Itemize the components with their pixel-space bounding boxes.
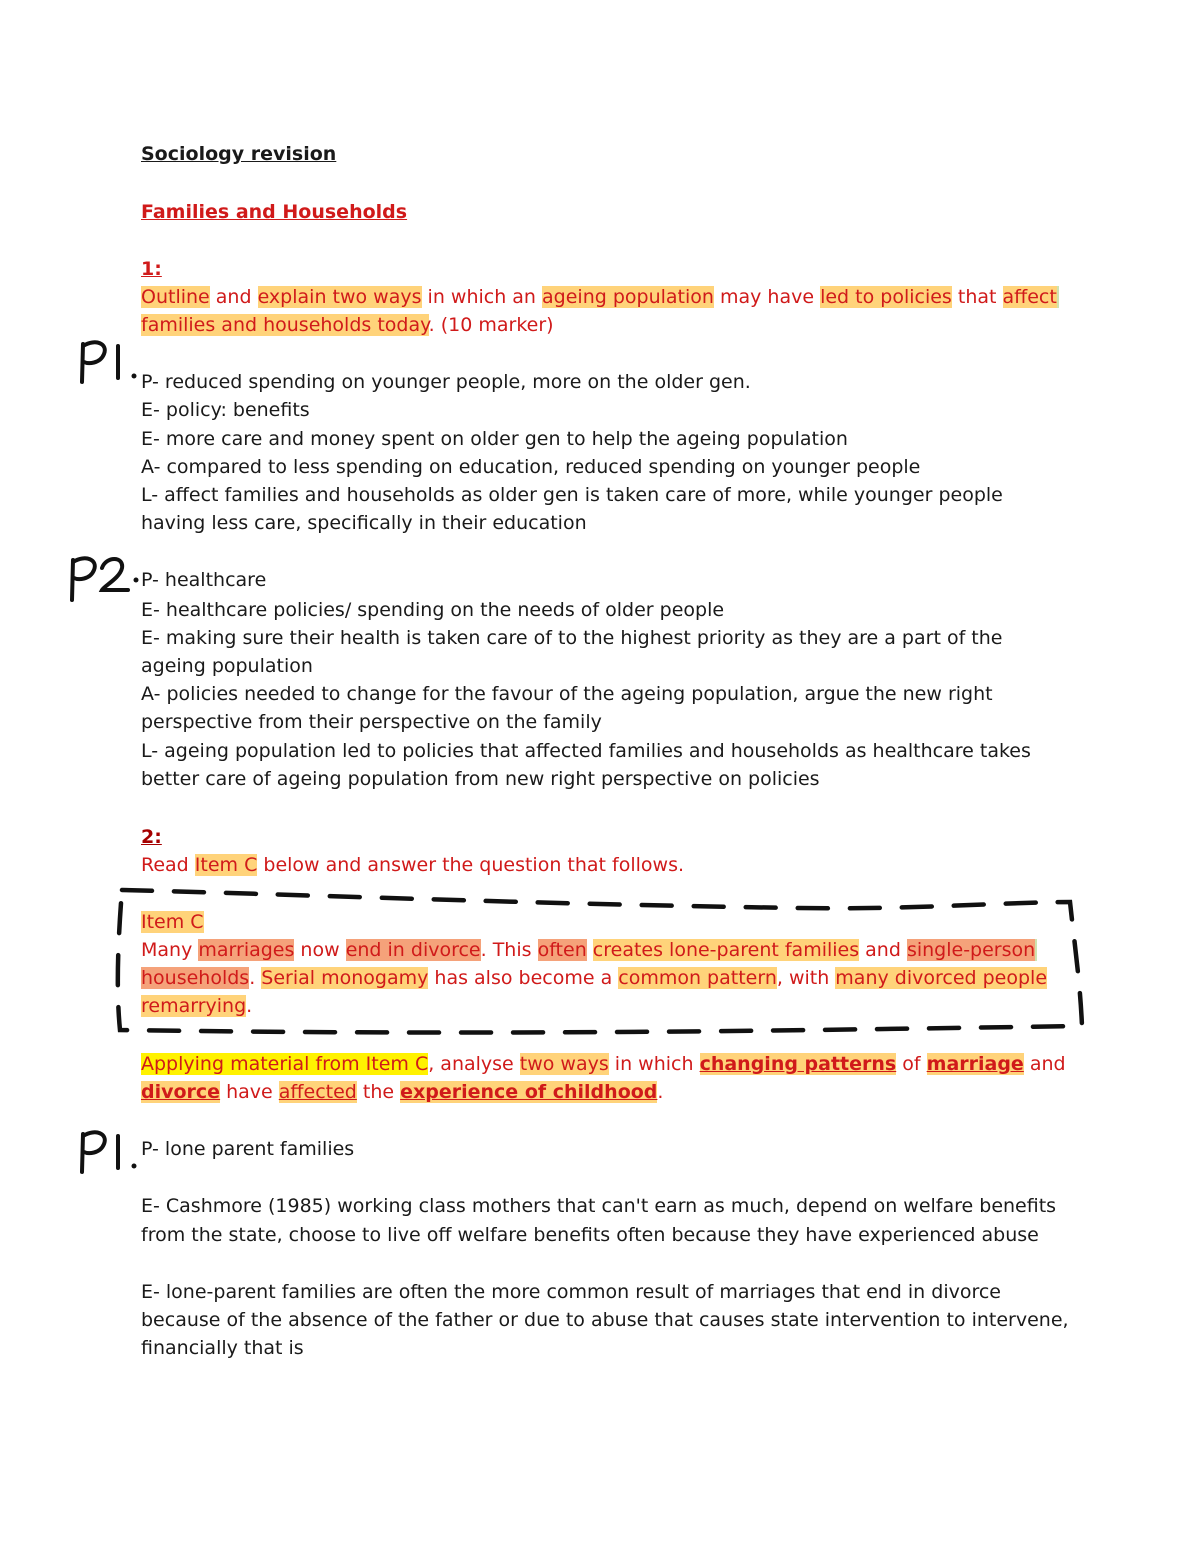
item-c-line-3: remarrying. xyxy=(141,995,253,1017)
p1-link-1: L- affect families and households as older gen is taken care of more, while younger people xyxy=(141,484,1003,506)
p2-evidence-2b: ageing population xyxy=(141,655,313,677)
p1-point: P- reduced spending on younger people, more on the older gen. xyxy=(141,371,751,393)
p1-analysis: A- compared to less spending on education, reduced spending on younger people xyxy=(141,456,921,478)
item-c-line-1: Many marriages now end in divorce. This often creates lone-parent families and single-person xyxy=(141,939,1036,961)
question-1-number: 1: xyxy=(141,258,162,280)
q2-p1-point: P- lone parent families xyxy=(141,1138,355,1160)
handwritten-p1-mark xyxy=(74,336,144,390)
question-2-instruction: Read Item C below and answer the question that follows. xyxy=(141,854,685,876)
q2-p1-evidence-1a: E- Cashmore (1985) working class mothers that can't earn as much, depend on welfare benefits xyxy=(141,1195,1057,1217)
handwritten-p1-mark-2 xyxy=(74,1126,144,1180)
item-c-label: Item C xyxy=(141,911,204,933)
apply-question-line-2: divorce have affected the experience of childhood. xyxy=(141,1081,664,1103)
p1-link-2: having less care, specifically in their education xyxy=(141,512,587,534)
apply-question-line-1: Applying material from Item C, analyse two ways in which changing patterns of marriage and xyxy=(141,1053,1066,1075)
q2-p1-evidence-2b: because of the absence of the father or due to abuse that causes state intervention to intervene, xyxy=(141,1309,1069,1331)
p2-evidence-1: E- healthcare policies/ spending on the needs of older people xyxy=(141,599,725,621)
p2-link-b: better care of ageing population from new right perspective on policies xyxy=(141,768,820,790)
question-2-number: 2: xyxy=(141,826,162,848)
p2-analysis-a: A- policies needed to change for the favour of the ageing population, argue the new right xyxy=(141,683,993,705)
p1-evidence-1: E- policy: benefits xyxy=(141,399,310,421)
p2-evidence-2a: E- making sure their health is taken care of to the highest priority as they are a part of the xyxy=(141,627,1003,649)
item-c-line-2: households. Serial monogamy has also become a common pattern, with many divorced people xyxy=(141,967,1048,989)
p2-analysis-b: perspective from their perspective on the family xyxy=(141,711,602,733)
q2-p1-evidence-2c: financially that is xyxy=(141,1337,304,1359)
p2-point: P- healthcare xyxy=(141,569,267,591)
question-1-line-1: Outline and explain two ways in which an ageing population may have led to policies that affect xyxy=(141,286,1057,308)
page-title: Sociology revision xyxy=(141,143,337,165)
section-heading: Families and Households xyxy=(141,201,408,223)
q2-p1-evidence-1b: from the state, choose to live off welfare benefits often because they have experienced abuse xyxy=(141,1224,1039,1246)
q2-p1-evidence-2a: E- lone-parent families are often the more common result of marriages that end in divorce xyxy=(141,1281,1002,1303)
question-1-line-2: families and households today. (10 marker) xyxy=(141,314,554,336)
p1-evidence-2: E- more care and money spent on older gen to help the ageing population xyxy=(141,428,848,450)
handwritten-p2-mark xyxy=(64,550,144,606)
p2-link-a: L- ageing population led to policies that affected families and households as healthcare takes xyxy=(141,740,1031,762)
